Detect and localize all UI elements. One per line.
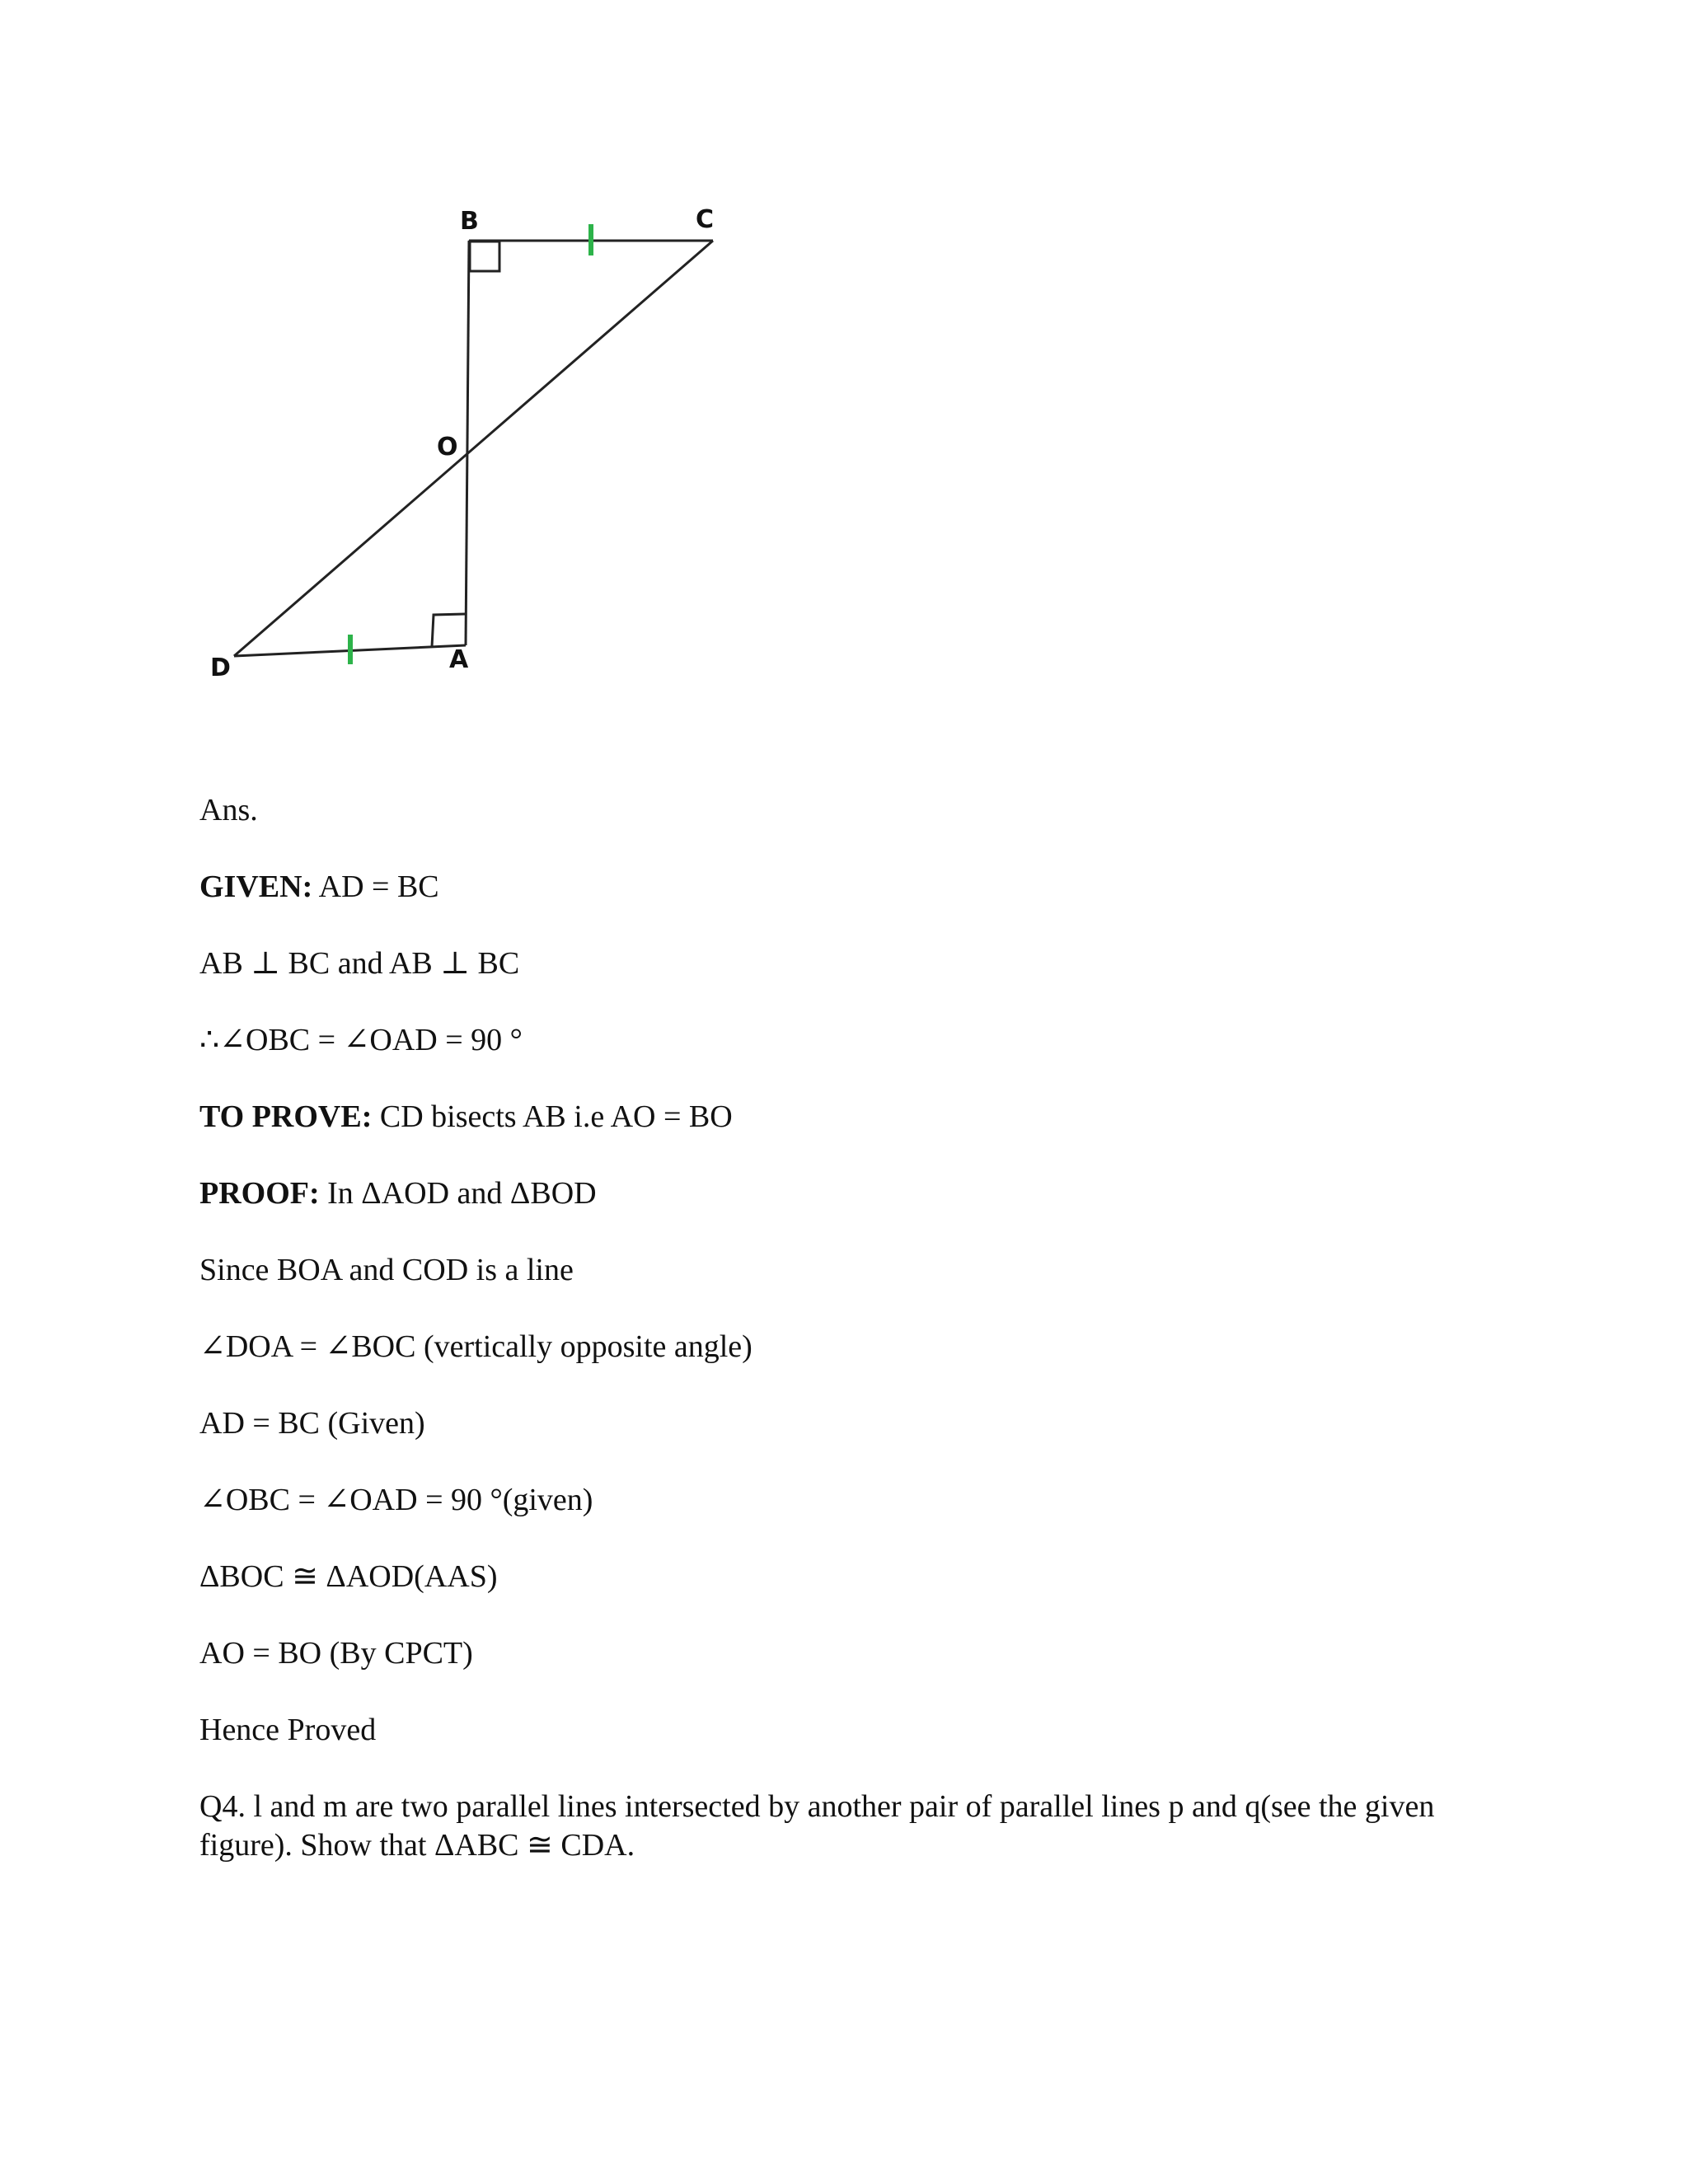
to-prove-label: TO PROVE: — [199, 1099, 373, 1134]
segment-dc — [234, 241, 713, 656]
geometry-figure — [198, 198, 734, 692]
label-b: B — [460, 207, 479, 236]
figure-lines — [234, 241, 713, 656]
perpendicular-line: AB ⊥ BC and AB ⊥ BC — [199, 946, 520, 981]
equal-ticks — [350, 224, 591, 664]
ad-bc-line: AD = BC (Given) — [199, 1406, 425, 1441]
cpct-line: AO = BO (By CPCT) — [199, 1636, 473, 1671]
given-value: AD = BC — [312, 869, 439, 904]
to-prove-value: CD bisects AB i.e AO = BO — [372, 1099, 733, 1134]
therefore-line: ∴∠OBC = ∠OAD = 90 ° — [199, 1023, 523, 1057]
given-label: GIVEN: — [199, 869, 313, 904]
question-4: Q4. l and m are two parallel lines intersected by another pair of parallel lines p and q(see the given figure). Show that ΔABC ≅ CDA. — [199, 1789, 1435, 1863]
label-c: C — [696, 205, 715, 234]
right-angle-mark-a — [432, 614, 465, 647]
since-line: Since BOA and COD is a line — [199, 1253, 574, 1287]
label-o: O — [437, 433, 458, 462]
label-a: A — [449, 645, 469, 674]
segment-ba — [466, 241, 469, 645]
ans-label: Ans. — [199, 793, 258, 827]
angles-given-line: ∠OBC = ∠OAD = 90 °(given) — [199, 1483, 593, 1517]
proof-line — [199, 1174, 1485, 1213]
proof-value: In ΔAOD and ΔBOD — [319, 1176, 597, 1211]
given-line — [199, 868, 1485, 907]
congruence-line: ΔBOC ≅ ΔAOD(AAS) — [199, 1559, 498, 1594]
proof-label: PROOF: — [199, 1176, 320, 1211]
to-prove-line — [199, 1098, 1485, 1137]
hence-proved-line: Hence Proved — [199, 1713, 377, 1747]
vertically-opposite-line: ∠DOA = ∠BOC (vertically opposite angle) — [199, 1329, 753, 1364]
label-d: D — [210, 654, 231, 682]
answer-text — [199, 791, 1485, 1903]
right-angle-mark-b — [470, 241, 499, 271]
